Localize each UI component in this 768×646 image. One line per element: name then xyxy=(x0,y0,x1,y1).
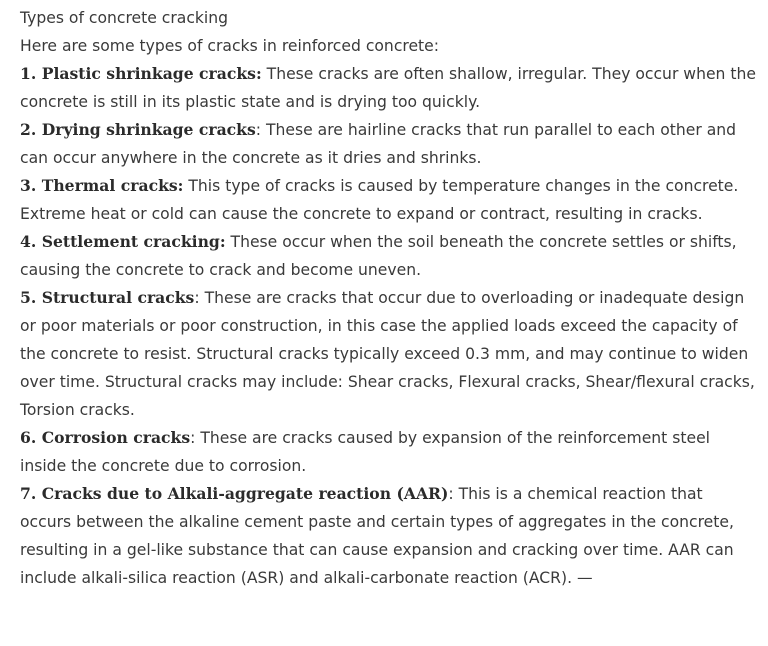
list-item-corrosion xyxy=(20,424,758,480)
intro-text: Here are some types of cracks in reinforced concrete: xyxy=(20,37,440,55)
item-separator: : xyxy=(190,429,196,447)
item-separator: : xyxy=(255,121,262,139)
item-description: This type of cracks is caused by temperature changes in the concrete. Extreme heat or cold can cause the concrete to expand or contract, resulting in cracks. xyxy=(20,177,739,223)
item-separator: : xyxy=(448,485,454,503)
item-number: 5. xyxy=(20,288,42,307)
item-title: Structural cracks xyxy=(41,288,195,307)
item-number: 1. xyxy=(20,64,42,83)
list-item-plastic-shrinkage xyxy=(20,60,758,116)
item-description: These are cracks that occur due to overloading or inadequate design or poor materials or poor construction, in this case the applied loads exceed the capacity of the concrete to resist. Structural cracks typically exceed 0.3 mm, and may continue to widen over time. Structural cracks may include: Shear cracks, Flexural cracks, Shear/flexural cracks, Torsion cracks. xyxy=(20,289,755,419)
item-number: 6. xyxy=(20,428,42,447)
item-number: 4. xyxy=(20,232,42,251)
item-title: Thermal cracks xyxy=(41,176,178,195)
item-separator: : xyxy=(255,64,262,83)
document-title: Types of concrete cracking xyxy=(20,9,229,27)
list-item-alkali-aggregate xyxy=(20,480,758,592)
item-separator: : xyxy=(219,232,226,251)
item-description: These are cracks caused by expansion of the reinforcement steel inside the concrete due to corrosion. xyxy=(20,429,711,475)
item-number: 2. xyxy=(20,120,42,139)
item-separator: : xyxy=(194,289,200,307)
item-description: This is a chemical reaction that occurs between the alkaline cement paste and certain types of aggregates in the concrete, resulting in a gel-like substance that can cause expansion and cracking over time. AAR can include alkali-silica reaction (ASR) and alkali-carbonate reaction (ACR). — xyxy=(20,485,734,587)
list-item-drying-shrinkage xyxy=(20,116,758,172)
item-title: Drying shrinkage cracks xyxy=(41,120,256,139)
list-item-structural xyxy=(20,284,758,424)
item-title: Settlement cracking xyxy=(41,232,220,251)
item-number: 7. xyxy=(20,484,42,503)
item-description: These occur when the soil beneath the concrete settles or shifts, causing the concrete to crack and become uneven. xyxy=(20,233,737,279)
item-separator: : xyxy=(177,176,184,195)
item-title: Plastic shrinkage cracks xyxy=(41,64,256,83)
item-title: Cracks due to Alkali-aggregate reaction (AAR) xyxy=(41,484,449,503)
item-description: These cracks are often shallow, irregular. They occur when the concrete is still in its plastic state and is drying too quickly. xyxy=(20,65,756,111)
list-item-settlement xyxy=(20,228,758,284)
item-title: Corrosion cracks xyxy=(41,428,191,447)
item-number: 3. xyxy=(20,176,42,195)
item-description: These are hairline cracks that run parallel to each other and can occur anywhere in the concrete as it dries and shrinks. xyxy=(20,121,737,167)
list-item-thermal xyxy=(20,172,758,228)
